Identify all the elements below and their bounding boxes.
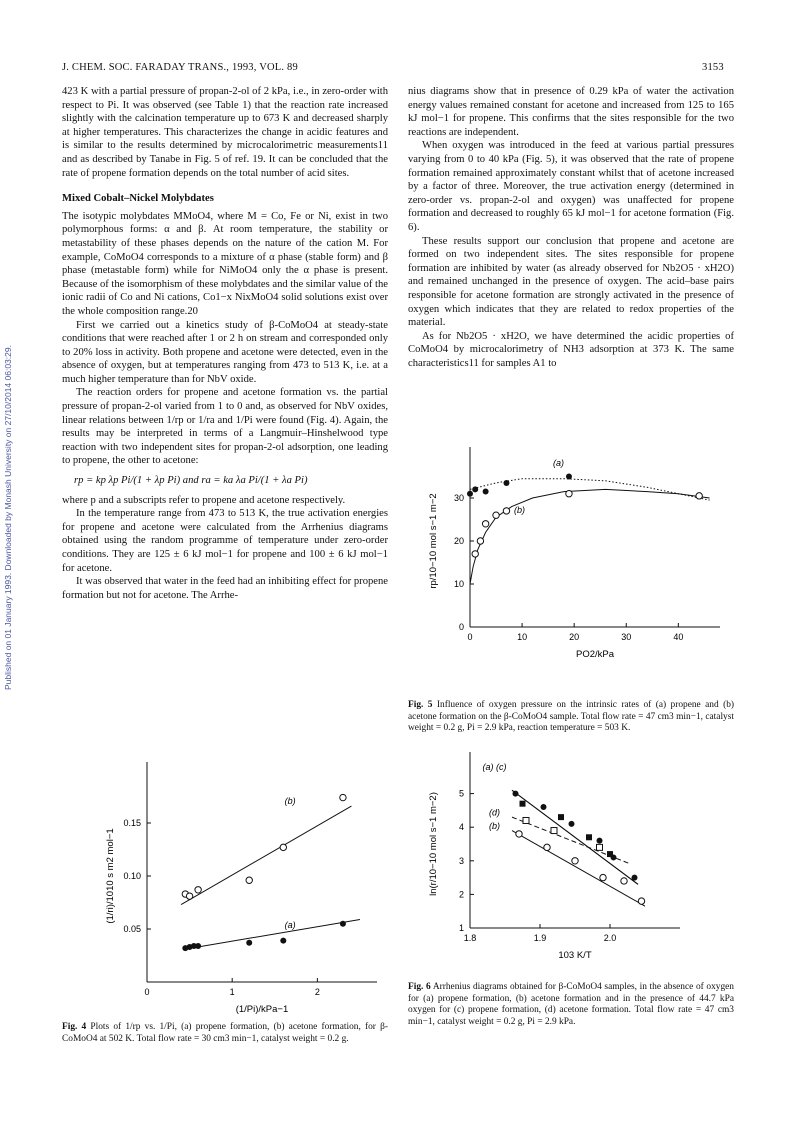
data-point	[611, 854, 617, 860]
data-point	[597, 844, 603, 850]
x-axis-label: PO2/kPa	[575, 649, 615, 660]
data-point	[566, 491, 572, 497]
data-point	[503, 480, 509, 486]
y-tick-label: 0.15	[123, 818, 141, 828]
data-point	[541, 804, 547, 810]
series-label: (a) (c)	[482, 762, 507, 773]
paragraph: As for Nb2O5 · xH2O, we have determined the acidic properties of CoMoO4 by microcalorimetry of NH3 adsorption at 373 K. The same characteristics11 for samples A1 to	[408, 330, 734, 369]
paragraph: where p and a subscripts refer to propene and acetone respectively.	[62, 494, 346, 506]
data-point	[467, 491, 473, 497]
paragraph: In the temperature range from 473 to 513 K, the true activation energies for propene and acetone were calculated from the Arrhenius diagrams obtained using the random programme of temperature under zero-order conditions. They are 125 ± 6 kJ mol−1 for propene and 100 ± 6 kJ mol−1 for acetone.	[62, 508, 388, 574]
page-number: 3153	[702, 62, 724, 73]
data-point	[696, 493, 702, 499]
data-point	[195, 887, 201, 893]
paragraph: The isotypic molybdates MMoO4, where M = Co, Fe or Ni, exist in two polymorphous forms: α and β. At room temperature, the stability or metastability of these phases depends on the nature of the cation M. For example, CoMoO4 corresponds to a mixture of α phase (stable form) and β phase (metastable form) while for NiMoO4 only the α phase is present. Because of the isomorphism of these molybdates and the similar value of the ionic radii of Co and Ni cations, Co1−x NixMoO4 solid solutions exist over the whole composition range.20	[62, 210, 388, 317]
x-tick-label: 1.9	[533, 933, 547, 943]
y-tick-label: 10	[453, 579, 464, 589]
x-axis-label: 103 K/T	[558, 950, 592, 961]
equation: rp = kp λp Pi/(1 + λp Pi) and ra = ka λa Pi/(1 + λa Pi)	[74, 475, 308, 487]
paragraph: These results support our conclusion that propene and acetone are formed on two independent sites. The sites responsible for propene formation are inhibited by water (as already observed for Nb2O5 · xH2O) and remained unchanged in the presence of oxygen. The acid–base pairs responsible for acetone formation are strongly activated in the presence of oxygen which indicates that they are related to redox properties of the material.	[408, 235, 734, 329]
data-point	[586, 834, 592, 840]
series-label: (a)	[284, 919, 296, 930]
figure-6-caption-text: Arrhenius diagrams obtained for β-CoMoO4 samples, in the absence of oxygen for (a) propene formation, (b) acetone formation and in the presence of 44.7 kPa oxygen for (c) propene formation, (d) acetone formation. Total flow rate = 47 cm3 min−1, catalyst weight = 0.2 g, Pi = 2.9 kPa.	[408, 982, 734, 1027]
figure-4	[62, 755, 392, 1020]
y-tick-label: 0	[458, 622, 464, 632]
x-tick-label: 1	[229, 987, 235, 997]
series-label: (a)	[553, 457, 565, 468]
y-tick-label: 1	[458, 923, 464, 933]
figure-5	[408, 445, 728, 685]
paragraph: nius diagrams show that in presence of 0.29 kPa of water the activation energy values remained constant for acetone and increased from 125 to 165 kJ mol−1 for propene. This confirms that the sites responsible for the two reactions are independent.	[408, 86, 734, 138]
data-point	[569, 821, 575, 827]
data-point	[558, 814, 564, 820]
running-header: J. CHEM. SOC. FARADAY TRANS., 1993, VOL. 89	[62, 62, 298, 73]
y-tick-label: 20	[453, 536, 464, 546]
figure-4-caption	[62, 1022, 388, 1045]
x-tick-label: 10	[517, 632, 528, 642]
paragraph: It was observed that water in the feed had an inhibiting effect for propene formation but not for acetone. The Arrhe-	[62, 576, 388, 601]
x-tick-label: 0	[467, 632, 473, 642]
y-tick-label: 3	[458, 855, 464, 866]
download-stamp-text: Published on 01 January 1993. Downloaded by Monash University on 27/10/2014 06:03:29.	[3, 345, 13, 690]
x-tick-label: 30	[621, 632, 632, 642]
series-label: (b)	[513, 505, 525, 516]
x-tick-label: 40	[673, 632, 684, 642]
data-point	[195, 943, 201, 949]
data-point	[472, 551, 478, 557]
series-label: (b)	[489, 820, 500, 831]
paragraph: First we carried out a kinetics study of β-CoMoO4 at steady-state conditions that were reached after 1 or 2 h on stream and corresponded only to 20% loss in activity. Both propene and acetone were detected, even in the absence of oxygen, but at temperatures ranging from 473 to 513 K, i.e. at a much higher temperature than for NbV oxide.	[62, 319, 388, 385]
right-column	[408, 85, 734, 370]
download-stamp	[3, 150, 17, 690]
figure-6-caption	[408, 982, 734, 1028]
data-point	[597, 838, 603, 844]
data-point	[523, 817, 529, 823]
paragraph: The reaction orders for propene and acetone formation vs. the partial pressure of propan-2-ol varied from 1 to 0 and, as observed for NbV oxides, linear relations between 1/rp or 1/ra and 1/Pi were found (Fig. 4). Again, the results may be interpreted in terms of a Langmuir–Hinshelwood type reaction with two independent sites for propan-2-ol adsorption, one leading to propene, the other to acetone:	[62, 387, 388, 467]
y-axis-label: rp/10−10 mol s−1 m−2	[428, 493, 439, 589]
fit-curve	[470, 489, 710, 584]
data-point	[340, 794, 346, 800]
fit-line	[512, 831, 645, 907]
data-point	[280, 844, 286, 850]
data-point	[503, 508, 509, 514]
data-point	[621, 878, 627, 884]
section-title: Mixed Cobalt–Nickel Molybdates	[62, 193, 214, 205]
figure-6-label: Fig. 6	[408, 982, 431, 992]
x-tick-label: 1.8	[463, 933, 477, 943]
data-point	[551, 828, 557, 834]
figure-5-caption	[408, 700, 734, 735]
data-point	[513, 791, 519, 797]
y-tick-label: 30	[453, 493, 464, 503]
figure-4-label: Fig. 4	[62, 1022, 87, 1032]
data-point	[246, 940, 252, 946]
paragraph: 423 K with a partial pressure of propan-2-ol of 2 kPa, i.e., in zero-order with respect to Pi. It was observed (see Table 1) that the reaction rate increased slightly with the calcination temperature up to 673 K and decreased sharply at higher temperatures. This characterizes the change in acidic features and is similar to the results determined by microcalorimetric measurements11 and as described by Tanabe in Fig. 5 of ref. 19. It can be concluded that the rate of propene formation depends on the total number of acid sites.	[62, 86, 388, 179]
y-axis-label: (1/ri)/1010 s m2 mol−1	[105, 828, 116, 924]
y-tick-label: 4	[458, 822, 464, 833]
data-point	[472, 486, 478, 492]
data-point	[572, 858, 578, 864]
fit-line	[185, 919, 360, 949]
y-axis-label: ln(r/10−10 mol s−1 m−2)	[428, 792, 439, 896]
x-tick-label: 2.0	[603, 933, 617, 943]
y-tick-label: 0.05	[123, 924, 141, 934]
series-label: (b)	[284, 795, 296, 806]
data-point	[482, 521, 488, 527]
figure-5-label: Fig. 5	[408, 700, 433, 710]
paragraph: When oxygen was introduced in the feed at various partial pressures varying from 0 to 40 kPa (Fig. 5), it was observed that the rate of propene formation remained approximately constant whilst that of acetone increased by a factor of three. Moreover, the true activation energy (determined in zero-order vs. propan-2-ol and oxygen) was unaffected for propene formation and decreased to roughly 65 kJ mol−1 for acetone formation (Fig. 6).	[408, 140, 734, 233]
y-tick-label: 0.10	[123, 871, 141, 881]
fit-line	[181, 806, 351, 905]
series-label: (d)	[489, 807, 500, 818]
data-point	[638, 898, 644, 904]
data-point	[246, 877, 252, 883]
data-point	[566, 474, 572, 480]
x-axis-label: (1/Pi)/kPa−1	[235, 1004, 289, 1015]
x-tick-label: 0	[144, 987, 150, 997]
data-point	[520, 801, 526, 807]
data-point	[544, 844, 550, 850]
data-point	[477, 538, 483, 544]
data-point	[483, 489, 489, 495]
data-point	[340, 921, 346, 927]
data-point	[632, 875, 638, 881]
figure-5-caption-text: Influence of oxygen pressure on the intrinsic rates of (a) propene and (b) acetone formation on the β-CoMoO4 sample. Total flow rate = 47 cm3 min−1, catalyst weight = 0.2 g, Pi = 2.9 kPa, reaction temperature = 503 K.	[408, 700, 734, 734]
figure-4-caption-text: Plots of 1/rp vs. 1/Pi, (a) propene formation, (b) acetone formation, for β-CoMoO4 at 502 K. Total flow rate = 30 cm3 min−1, catalyst weight = 0.2 g.	[62, 1022, 388, 1044]
data-point	[280, 938, 286, 944]
figure-6	[408, 750, 728, 980]
x-tick-label: 20	[569, 632, 580, 642]
x-tick-label: 2	[314, 987, 320, 997]
y-tick-label: 5	[458, 788, 464, 799]
fit-line	[512, 790, 638, 884]
data-point	[600, 874, 606, 880]
left-column	[62, 85, 388, 602]
data-point	[493, 512, 499, 518]
y-tick-label: 2	[458, 889, 464, 900]
data-point	[186, 893, 192, 899]
data-point	[516, 831, 522, 837]
